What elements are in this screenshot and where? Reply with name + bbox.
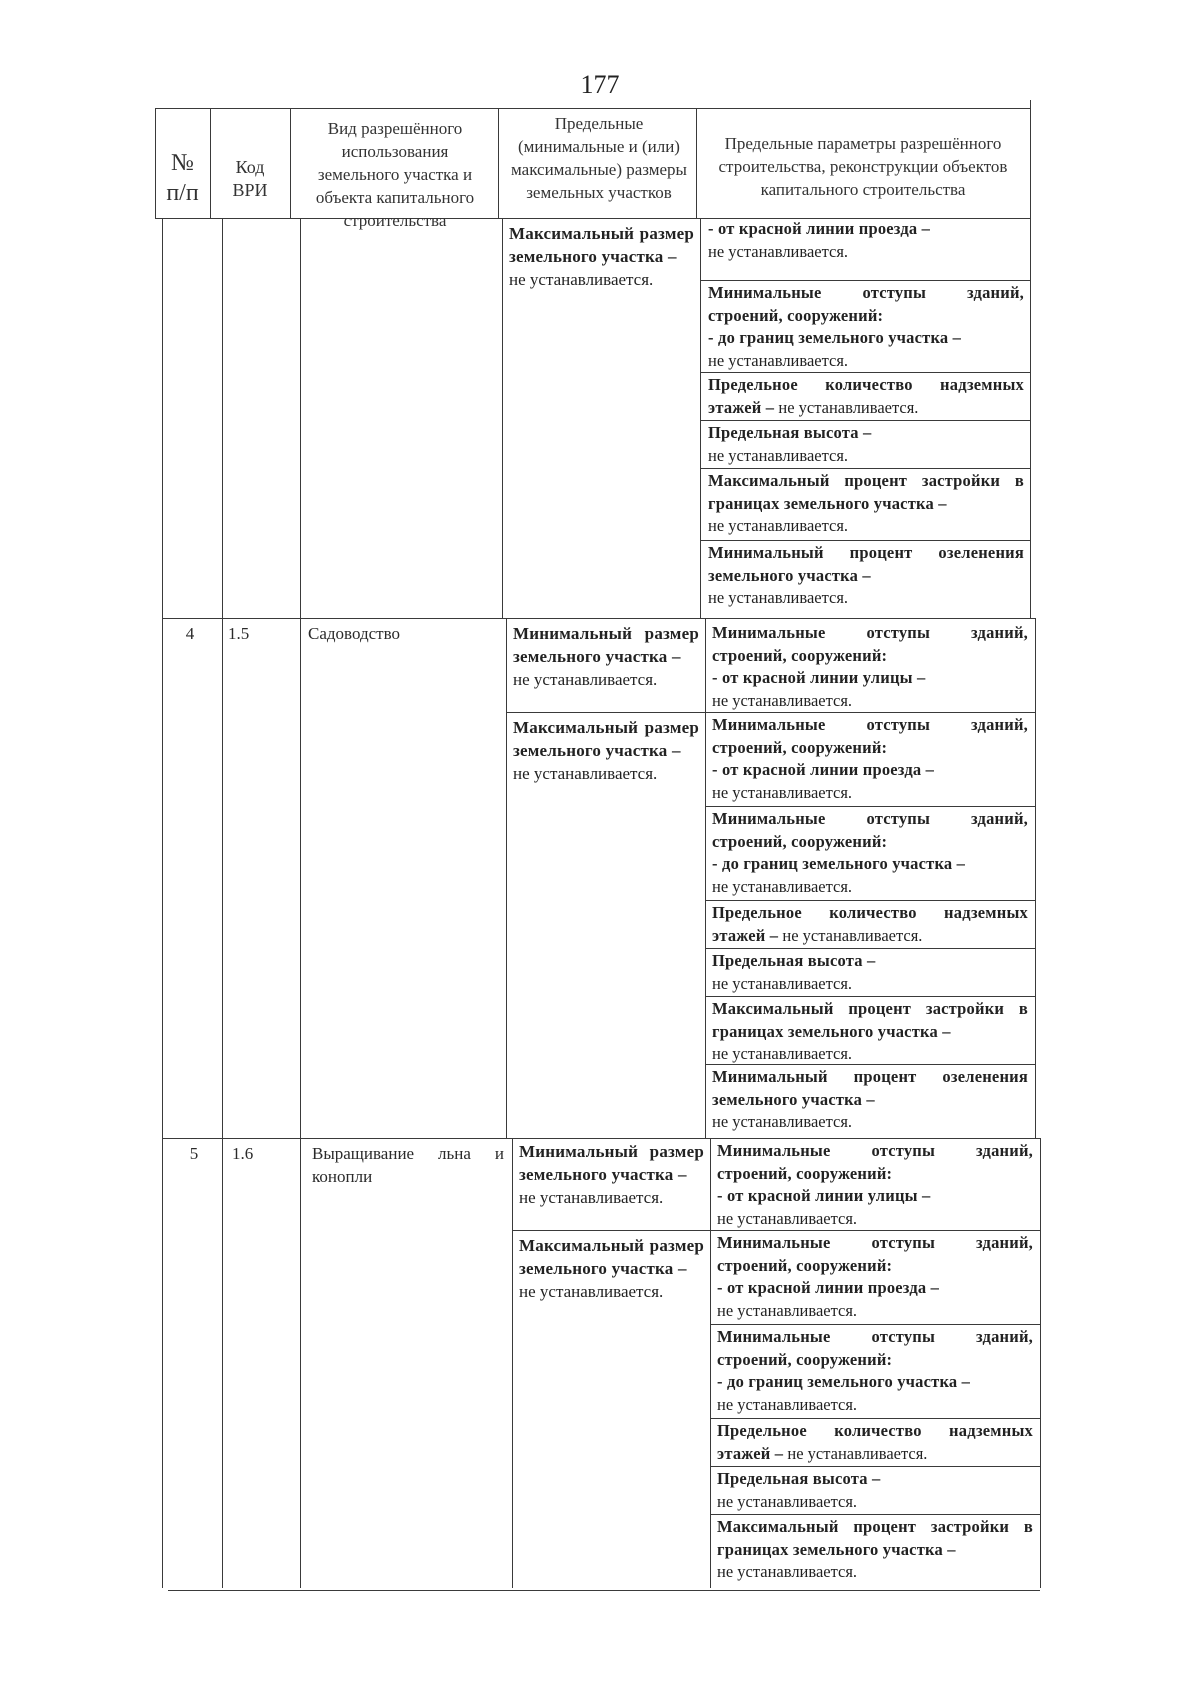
row5-code: 1.6 (232, 1144, 254, 1163)
row4-param-red-line-passage: Минимальные отступы зданий, строений, сооружений: - от красной линии проезда – не устанавливается. (712, 715, 1028, 802)
row4-param-floors: Предельное количество надземных этажей – не устанавливается. (712, 903, 1028, 945)
row4-param-red-line-street: Минимальные отступы зданий, строений, сооружений: - от красной линии улицы – не устанавливается. (712, 623, 1028, 710)
header-number: № п/п (166, 150, 199, 206)
row4-size-min: Минимальный размер земельного участка – не устанавливается. (513, 624, 699, 689)
row5-param-red-line-street: Минимальные отступы зданий, строений, сооружений: - от красной линии улицы – не устанавливается. (717, 1141, 1033, 1228)
param-to-boundaries: Минимальные отступы зданий, строений, сооружений: - до границ земельного участка – не устанавливается. (708, 283, 1024, 370)
row4-param-min-green: Минимальный процент озеленения земельного участка – не устанавливается. (712, 1067, 1028, 1131)
header-sizes: Предельные (минимальные и (или) максимальные) размеры земельных участков (511, 114, 687, 202)
row5-number: 5 (189, 1144, 199, 1163)
size-max-cont: Максимальный размер земельного участка – не устанавливается. (509, 224, 694, 289)
row5-param-to-boundaries: Минимальные отступы зданий, строений, сооружений: - до границ земельного участка – не устанавливается. (717, 1327, 1033, 1414)
row5-name: Выращивание льна и конопли (312, 1144, 504, 1186)
param-floors: Предельное количество надземных этажей – не устанавливается. (708, 375, 1024, 417)
row4-name: Садоводство (308, 624, 400, 643)
row5-param-red-line-passage: Минимальные отступы зданий, строений, сооружений: - от красной линии проезда – не устанавливается. (717, 1233, 1033, 1320)
row4-param-max-build: Максимальный процент застройки в границах земельного участка – не устанавливается. (712, 999, 1028, 1063)
row5-param-floors: Предельное количество надземных этажей – не устанавливается. (717, 1421, 1033, 1463)
row4-code: 1.5 (228, 624, 250, 643)
row4-size-max: Максимальный размер земельного участка – не устанавливается. (513, 718, 699, 783)
page-number: 177 (580, 70, 620, 99)
header-params: Предельные параметры разрешённого строительства, реконструкции объектов капитального строительства (718, 134, 1008, 199)
row5-size-min: Минимальный размер земельного участка – не устанавливается. (519, 1142, 704, 1207)
header-code: Код ВРИ (232, 157, 268, 200)
param-max-build: Максимальный процент застройки в границах земельного участка – не устанавливается. (708, 471, 1024, 535)
row5-param-height: Предельная высота – не устанавливается. (717, 1469, 881, 1511)
row4-param-height: Предельная высота – не устанавливается. (712, 951, 876, 993)
param-height: Предельная высота – не устанавливается. (708, 423, 872, 465)
row5-size-max: Максимальный размер земельного участка – не устанавливается. (519, 1236, 704, 1301)
row4-number: 4 (185, 624, 195, 643)
row4-param-to-boundaries: Минимальные отступы зданий, строений, сооружений: - до границ земельного участка – не устанавливается. (712, 809, 1028, 896)
header-kind: Вид разрешённого использования земельного участка и объекта капитального строительства (315, 119, 475, 230)
row5-param-max-build: Максимальный процент застройки в границах земельного участка – не устанавливается. (717, 1517, 1033, 1581)
param-min-green: Минимальный процент озеленения земельного участка – не устанавливается. (708, 543, 1024, 607)
param-red-line-passage: - от красной линии проезда – не устанавливается. (708, 219, 931, 261)
